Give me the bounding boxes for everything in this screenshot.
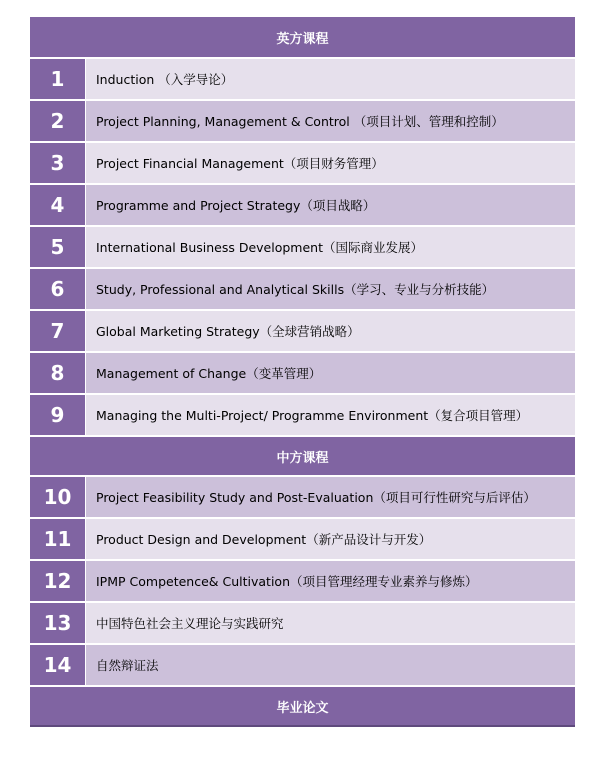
course-number: 8	[30, 353, 86, 393]
course-number: 1	[30, 59, 86, 99]
course-number: 5	[30, 227, 86, 267]
course-name: 中国特色社会主义理论与实践研究	[86, 603, 575, 643]
course-number: 13	[30, 603, 86, 643]
course-number: 6	[30, 269, 86, 309]
course-row-12	[30, 561, 575, 603]
section-header-chinese: 中方课程	[30, 437, 575, 477]
course-number: 4	[30, 185, 86, 225]
course-row-3	[30, 143, 575, 185]
course-name: Project Feasibility Study and Post-Evaluation（项目可行性研究与后评估）	[86, 477, 575, 517]
course-row-11	[30, 519, 575, 561]
course-number: 3	[30, 143, 86, 183]
course-number: 14	[30, 645, 86, 685]
course-name: IPMP Competence& Cultivation（项目管理经理专业素养与修炼）	[86, 561, 575, 601]
course-row-10	[30, 477, 575, 519]
course-name: 自然辩证法	[86, 645, 575, 685]
course-number: 2	[30, 101, 86, 141]
course-row-14	[30, 645, 575, 687]
course-name: Induction （入学导论）	[86, 59, 575, 99]
course-name: Management of Change（变革管理）	[86, 353, 575, 393]
course-number: 7	[30, 311, 86, 351]
course-name: Product Design and Development（新产品设计与开发）	[86, 519, 575, 559]
course-row-6	[30, 269, 575, 311]
course-name: Project Financial Management（项目财务管理）	[86, 143, 575, 183]
course-number: 10	[30, 477, 86, 517]
course-number: 12	[30, 561, 86, 601]
course-row-4	[30, 185, 575, 227]
course-number: 11	[30, 519, 86, 559]
course-row-8	[30, 353, 575, 395]
course-number: 9	[30, 395, 86, 435]
course-row-5	[30, 227, 575, 269]
course-row-13	[30, 603, 575, 645]
course-row-7	[30, 311, 575, 353]
section-header-english: 英方课程	[30, 17, 575, 59]
course-name: Project Planning, Management & Control （项目计划、管理和控制）	[86, 101, 575, 141]
course-name: International Business Development（国际商业发展）	[86, 227, 575, 267]
course-table	[30, 17, 575, 727]
course-name: Global Marketing Strategy（全球营销战略）	[86, 311, 575, 351]
section-header-thesis: 毕业论文	[30, 687, 575, 727]
course-name: Programme and Project Strategy（项目战略）	[86, 185, 575, 225]
course-name: Managing the Multi-Project/ Programme Environment（复合项目管理）	[86, 395, 575, 435]
course-row-1	[30, 59, 575, 101]
course-row-2	[30, 101, 575, 143]
course-row-9	[30, 395, 575, 437]
course-name: Study, Professional and Analytical Skills（学习、专业与分析技能）	[86, 269, 575, 309]
